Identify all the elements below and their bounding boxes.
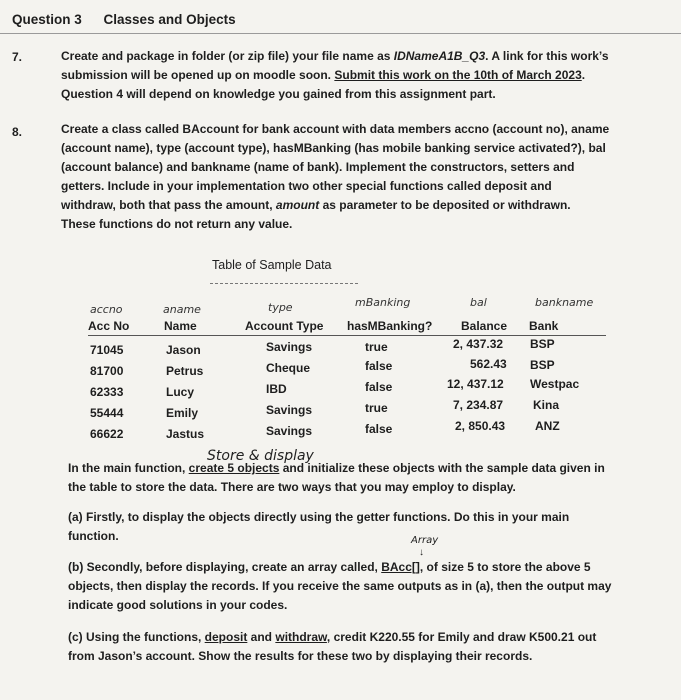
part-a-line-2: function.	[68, 529, 119, 543]
part-b-line-2: objects, then display the records. If you receive the same outputs as in (a), then the output may	[68, 579, 612, 593]
table-cell-balance: 562.43	[470, 357, 507, 371]
item-7-line-2	[61, 66, 641, 85]
item-8-line-6: These functions do not return any value.	[61, 217, 293, 231]
question-title: Classes and Objects	[103, 12, 236, 27]
table-title: Table of Sample Data	[212, 258, 332, 272]
header-divider	[0, 33, 681, 34]
header-underline	[88, 335, 606, 336]
item-7-line-1	[61, 47, 641, 66]
item-8-line-2: (account name), type (account type), hasMBanking (has mobile banking service activated?), bal	[61, 141, 606, 155]
table-cell-accno: 62333	[90, 385, 124, 399]
hw-type: type	[268, 301, 293, 314]
part-b-line-3: indicate good solutions in your codes.	[68, 598, 288, 612]
part-a	[68, 508, 668, 546]
part-b-line-1a: (b) Secondly, before displaying, create an array called,	[68, 560, 382, 574]
item-7-line-3: Question 4 will depend on knowledge you gained from this assignment part.	[61, 87, 496, 101]
part-a-line-1: (a) Firstly, to display the objects directly using the getter functions. Do this in your main	[68, 510, 570, 524]
header-acc-no: Acc No	[88, 319, 130, 333]
item-7-line-2b: .	[581, 68, 586, 82]
amount-word: amount	[275, 198, 320, 212]
item-8-line-3: (account balance) and bankname (name of bank). Implement the constructors, setters and	[61, 160, 575, 174]
main-line-1a: In the main function,	[68, 461, 189, 475]
main-paragraph	[68, 459, 668, 497]
table-cell-mbanking: true	[365, 401, 388, 415]
item-8-line-5	[61, 196, 641, 215]
table-cell-accno: 81700	[90, 364, 124, 378]
table-cell-type: Savings	[266, 424, 313, 438]
part-c-line-2: from Jason’s account. Show the results for these two by displaying their records.	[68, 649, 533, 663]
table-cell-name: Jason	[166, 343, 201, 357]
item-7-text	[61, 47, 641, 104]
part-c-line-1b: , credit K220.55 for Emily and draw K500.21 out	[326, 630, 597, 644]
hw-mbanking: mBanking	[355, 296, 411, 309]
table-cell-bank: Kina	[533, 398, 560, 412]
table-cell-bank: ANZ	[535, 419, 560, 433]
and-word: and	[247, 630, 276, 644]
withdraw-word: withdraw	[275, 630, 327, 644]
table-cell-balance: 7, 234.87	[453, 398, 504, 412]
item-8-line-5b: as parameter to be deposited or withdrawn.	[319, 198, 571, 212]
deposit-word: deposit	[204, 630, 248, 644]
part-b-line-1	[68, 558, 668, 577]
hw-array: Array	[411, 535, 439, 546]
table-cell-mbanking: true	[365, 340, 388, 354]
part-c-line-1	[68, 628, 668, 647]
item-7-line-2a: submission will be opened up on moodle soon.	[61, 68, 335, 82]
table-cell-name: Petrus	[166, 364, 204, 378]
header-bank: Bank	[529, 319, 559, 333]
table-cell-bank: BSP	[530, 337, 555, 351]
part-c	[68, 628, 668, 666]
table-cell-name: Jastus	[166, 427, 205, 441]
table-cell-mbanking: false	[365, 422, 393, 436]
table-cell-accno: 66622	[90, 427, 124, 441]
question-number: Question 3	[12, 12, 82, 27]
table-cell-mbanking: false	[365, 380, 393, 394]
part-c-line-1a: (c) Using the functions,	[68, 630, 205, 644]
table-cell-balance: 12, 437.12	[447, 377, 504, 391]
header-has-mbanking: hasMBanking?	[347, 319, 433, 333]
table-cell-type: IBD	[266, 382, 287, 396]
item-8-number: 8.	[12, 125, 23, 139]
table-cell-type: Cheque	[266, 361, 311, 375]
item-7-line-1b: . A link for this work’s	[485, 49, 609, 63]
table-cell-name: Emily	[166, 406, 199, 420]
array-name: BAcc[]	[381, 560, 420, 574]
due-date: Submit this work on the 10th of March 2023	[334, 68, 582, 82]
table-cell-accno: 55444	[90, 406, 124, 420]
hw-accno: accno	[90, 303, 123, 316]
table-cell-type: Savings	[266, 340, 313, 354]
item-7-line-1a: Create and package in folder (or zip file) your file name as	[61, 49, 394, 63]
question-header	[12, 12, 236, 27]
table-cell-bank: BSP	[530, 358, 555, 372]
item-8-line-4: getters. Include in your implementation two other special functions called deposit and	[61, 179, 552, 193]
item-8-line-1: Create a class called BAccount for bank account with data members accno (account no), aname	[61, 122, 610, 136]
main-line-2: the table to store the data. There are two ways that you may employ to display.	[68, 480, 516, 494]
title-dash-line	[210, 283, 358, 284]
table-cell-balance: 2, 850.43	[455, 419, 506, 433]
table-cell-bank: Westpac	[530, 377, 580, 391]
hw-arrow-down-icon: ↓	[419, 547, 424, 558]
hw-store-display: Store & display	[207, 448, 314, 464]
part-b	[68, 558, 668, 615]
hw-bal: bal	[470, 296, 487, 309]
item-8-text	[61, 120, 641, 234]
header-balance: Balance	[461, 319, 508, 333]
file-name: IDNameA1B_Q3	[393, 49, 486, 63]
create-objects-text: create 5 objects	[188, 461, 280, 475]
header-name: Name	[164, 319, 197, 333]
hw-bankname: bankname	[535, 296, 594, 309]
table-cell-mbanking: false	[365, 359, 393, 373]
item-7-number: 7.	[12, 50, 23, 64]
header-account-type: Account Type	[245, 319, 324, 333]
part-b-line-1b: , of size 5 to store the above 5	[419, 560, 591, 574]
main-line-1	[68, 459, 668, 478]
table-cell-name: Lucy	[166, 385, 195, 399]
hw-aname: aname	[163, 303, 201, 316]
item-8-line-5a: withdraw, both that pass the amount,	[61, 198, 276, 212]
table-cell-type: Savings	[266, 403, 313, 417]
table-cell-accno: 71045	[90, 343, 124, 357]
main-line-1b: and initialize these objects with the sample data given in	[279, 461, 605, 475]
table-cell-balance: 2, 437.32	[453, 337, 504, 351]
